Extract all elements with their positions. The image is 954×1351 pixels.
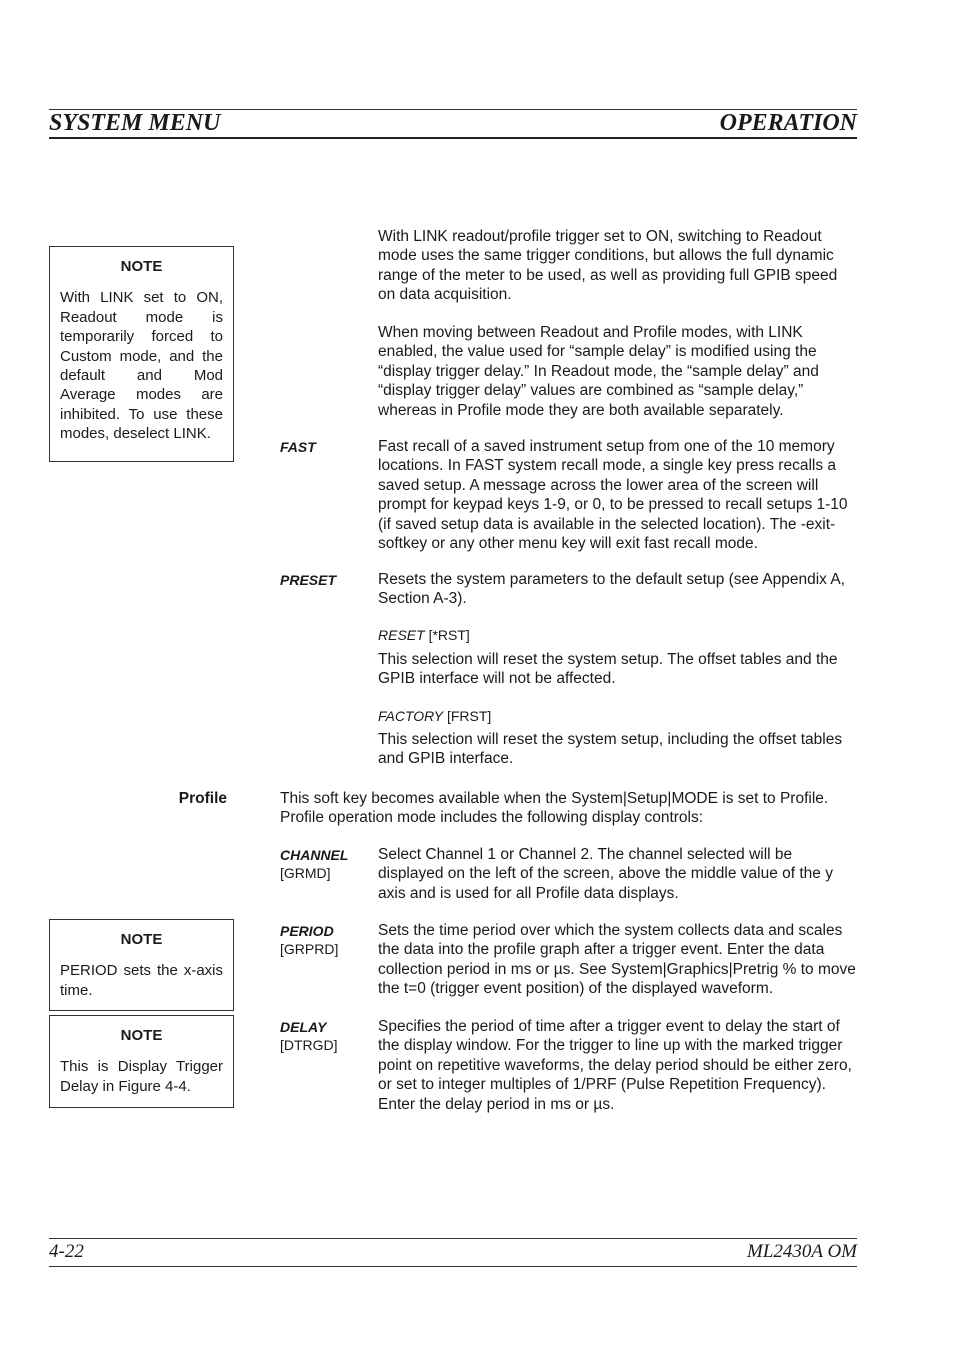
delay-term-block: [280, 1018, 338, 1054]
period-description: Sets the time period over which the system collects data and scales the data into the profile graph after a trigger event. Enter the data collection period in ms or µs. See System|Graphics|Pretrig % to move the t=0 (trigger event position) of the displayed waveform.: [378, 922, 856, 998]
section-title: SYSTEM MENU: [49, 110, 221, 136]
reset-description: This selection will reset the system setup. The offset tables and the GPIB interface will not be affected.: [378, 651, 838, 688]
header-rule-bottom: [49, 137, 857, 139]
channel-description: Select Channel 1 or Channel 2. The channel selected will be displayed on the left of the screen, above the middle value of the y axis and is used for all Profile data displays.: [378, 846, 833, 902]
intro-paragraph-1: With LINK readout/profile trigger set to ON, switching to Readout mode uses the same trigger conditions, but allows the full dynamic range of the meter to be used, as well as providing full GPIB speed on data acquisition.: [378, 228, 838, 304]
channel-code: [GRMD]: [280, 865, 331, 881]
chapter-title: OPERATION: [719, 110, 857, 136]
factory-description: This selection will reset the system setup, including the offset tables and GPIB interface.: [378, 731, 843, 768]
fast-description: Fast recall of a saved instrument setup from one of the 10 memory locations. In FAST system recall mode, a single key press recalls a saved setup. A message across the lower area of the screen will prompt for keypad keys 1-9, or 0, to be pressed to recall setups 1-10 (if saved setup data is available in the selected location). The -exit- softkey or any other menu key will exit fast recall mode.: [378, 438, 848, 553]
delay-description: Specifies the period of time after a trigger event to delay the start of the display window. For the trigger to line up with the marked trigger point on repetitive waveforms, the delay period should be either zero, or set to integer multiples of 1/PRF (Pulse Repetition Frequency). Enter the delay period in ms or µs.: [378, 1018, 852, 1113]
delay-term: DELAY: [280, 1019, 327, 1035]
preset-description: Resets the system parameters to the default setup (see Appendix A, Section A-3).: [378, 571, 845, 608]
note-body: This is Display Trigger Delay in Figure 4-4.: [60, 1058, 223, 1095]
factory-name: FACTORY: [378, 708, 444, 724]
note-title: NOTE: [120, 931, 163, 948]
reset-subterm: [378, 626, 858, 645]
note-box-link: [49, 246, 234, 462]
period-code: [GRPRD]: [280, 941, 339, 957]
note-body: With LINK set to ON, Readout mode is temporarily forced to Custom mode, and the default and Mod Average modes are inhibited. To use these modes, deselect LINK.: [60, 289, 223, 443]
profile-description: This soft key becomes available when the System|Setup|MODE is set to Profile. Profile operation mode includes the following display controls:: [280, 790, 829, 827]
note-box-delay: [49, 1015, 234, 1108]
factory-code: [FRST]: [446, 708, 492, 724]
period-term: PERIOD: [280, 923, 334, 939]
period-term-block: [280, 922, 338, 958]
document-id: ML2430A OM: [747, 1241, 857, 1262]
channel-term: CHANNEL: [280, 847, 349, 863]
footer-rule-top: [49, 1238, 857, 1239]
factory-subterm: [378, 707, 858, 726]
delay-code: [DTRGD]: [280, 1037, 338, 1053]
note-title: NOTE: [120, 1027, 163, 1044]
reset-code: [*RST]: [428, 627, 470, 643]
channel-term-block: [280, 846, 348, 882]
preset-term: PRESET: [280, 572, 337, 588]
footer-rule-bottom: [49, 1266, 857, 1267]
note-body: PERIOD sets the x-axis time.: [60, 962, 223, 999]
reset-name: RESET: [378, 627, 425, 643]
profile-heading: Profile: [178, 790, 227, 807]
note-box-period: [49, 919, 234, 1011]
page-number: 4-22: [49, 1241, 84, 1262]
intro-paragraph-2: When moving between Readout and Profile modes, with LINK enabled, the value used for “sample delay” is modified using the “display trigger delay.” In Readout mode, the “sample delay” and “display trigger delay” values are combined as “sample delay,” whereas in Profile mode they are both available separately.: [378, 324, 819, 419]
note-title: NOTE: [120, 258, 163, 275]
fast-term: FAST: [280, 439, 316, 455]
